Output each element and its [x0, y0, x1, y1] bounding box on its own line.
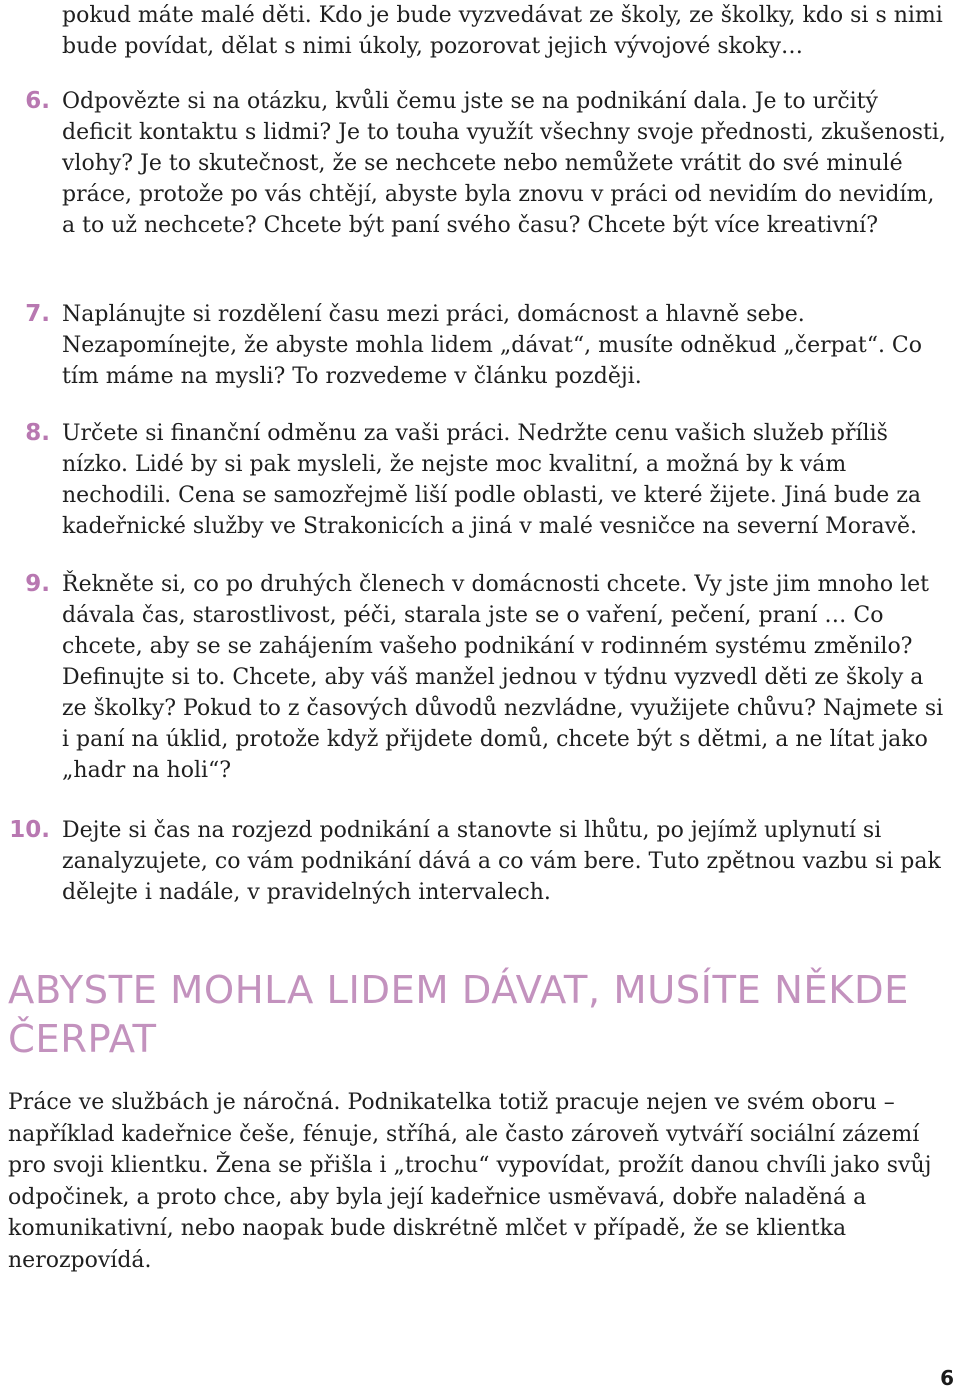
- list-item-text: Určete si finanční odměnu za vaši práci. Nedržte cenu vašich služeb příliš nízko. Lidé by si pak mysleli, že nejste moc kvalitní, a možná by k vám nechodili. Cena se samozřejmě liší podle oblasti, ve které žijete. Jiná bude za kadeřnické služby ve Strakonicích a jiná v malé vesničce na severní Moravě.: [62, 421, 922, 539]
- list-number: 7.: [25, 301, 50, 327]
- list-item-text: Odpovězte si na otázku, kvůli čemu jste se na podnikání dala. Je to určitý deficit kontaktu s lidmi? Je to touha využít všechny svoje přednosti, zkušenosti, vlohy? Je to skutečnost, že se nechcete nebo nemůžete vrátit do své minulé práce, protože po vás chtějí, abyste byla znovu v práci od nevidím do nevidím, a to už nechcete? Chcete být paní svého času? Chcete být více kreativní?: [62, 89, 946, 238]
- list-number: 9.: [25, 571, 50, 597]
- list-number: 10.: [9, 817, 50, 843]
- list-item-text: Naplánujte si rozdělení času mezi práci, domácnost a hlavně sebe. Nezapomínejte, že abyste mohla lidem „dávat“, musíte odněkud „čerpat“. Co tím máme na mysli? To rozvedeme v článku později.: [62, 302, 923, 389]
- page-number: 6: [940, 1366, 954, 1390]
- continuation-paragraph: pokud máte malé děti. Kdo je bude vyzvedávat ze školy, ze školky, kdo si s nimi bude povídat, dělat s nimi úkoly, pozorovat jejich vývojové skoky…: [62, 3, 943, 59]
- list-number: 6.: [25, 88, 50, 114]
- list-item-text: Řekněte si, co po druhých členech v domácnosti chcete. Vy jste jim mnoho let dávala čas, starostlivost, péči, starala jste se o vaření, pečení, praní … Co chcete, aby se se zahájením vašeho podnikání v rodinném systému změnilo? Definujte si to. Chcete, aby váš manžel jednou v týdnu vyzvedl děti ze školy a ze školky? Pokud to z časových důvodů nezvládne, využijete chůvu? Najmete si i paní na úklid, protože když přijdete domů, chcete být s dětmi, a ne lítat jako „hadr na holi“?: [62, 572, 944, 783]
- list-number: 8.: [25, 420, 50, 446]
- list-item-text: Dejte si čas na rozjezd podnikání a stanovte si lhůtu, po jejímž uplynutí si zanalyzujete, co vám podnikání dává a co vám bere. Tuto zpětnou vazbu si pak dělejte i nadále, v pravidelných intervalech.: [62, 818, 941, 905]
- body-paragraph: Práce ve službách je náročná. Podnikatelka totiž pracuje nejen ve svém oboru – například kadeřnice češe, fénuje, stříhá, ale často zároveň vytváří sociální zázemí pro svoji klientku. Žena se přišla i „trochu“ vypovídat, prožít danou chvíli jako svůj odpočinek, a proto chce, aby byla její kadeřnice usměvavá, dobře naladěná a komunikativní, nebo naopak bude diskrétně mlčet v případě, že se klientka nerozpovídá.: [8, 1090, 932, 1273]
- section-heading: ABYSTE MOHLA LIDEM DÁVAT, MUSÍTE NĚKDE ČERPAT: [8, 968, 909, 1062]
